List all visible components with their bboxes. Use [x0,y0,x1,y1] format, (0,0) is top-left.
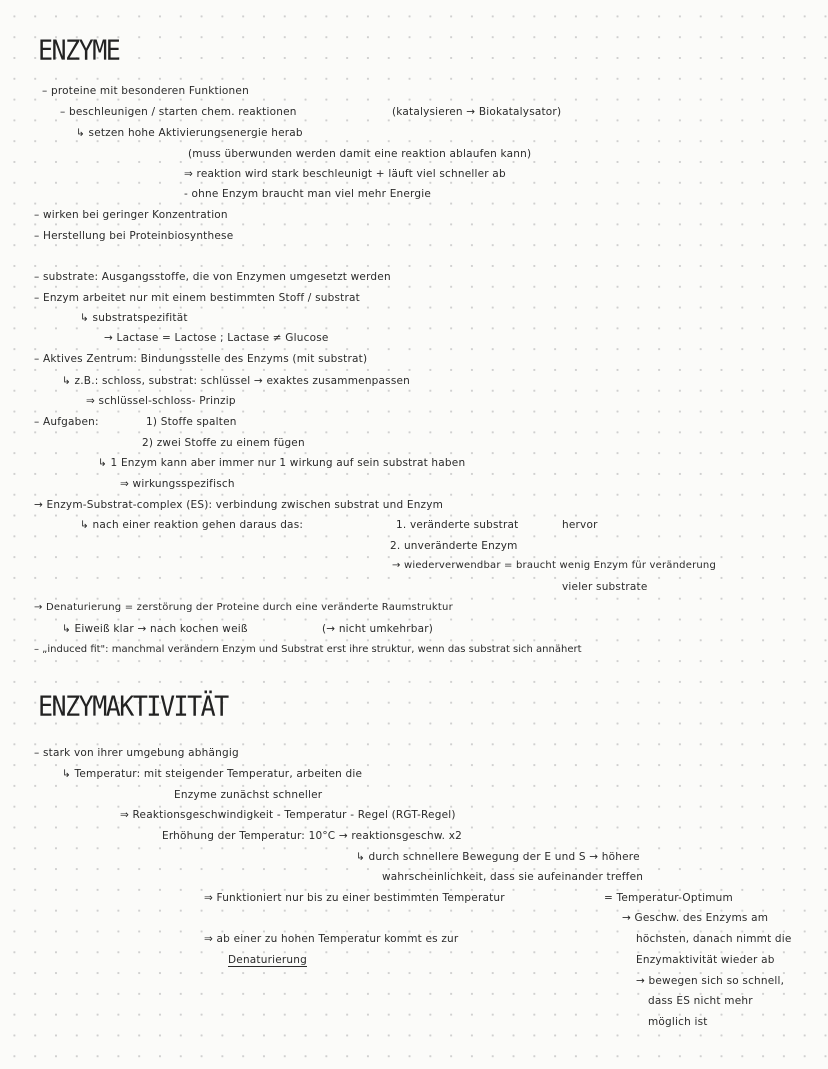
note-line: 2. unveränderte Enzym [390,540,518,552]
note-line: Enzymaktivität wieder ab [636,954,775,966]
note-line: hervor [562,519,598,531]
note-line: ↳ z.B.: schloss, substrat: schlüssel → exaktes zusammenpassen [62,375,411,387]
note-line: ↳ nach einer reaktion gehen daraus das: [80,519,304,531]
note-line: vieler substrate [562,581,648,593]
note-line: → Enzym-Substrat-complex (ES): verbindung zwischen substrat und Enzym [34,499,444,511]
note-line: 1) Stoffe spalten [146,416,237,428]
note-line: dass ES nicht mehr [648,995,753,1007]
note-line: – Aufgaben: [34,416,99,428]
note-line: → Lactase = Lactose ; Lactase ≠ Glucose [104,332,329,344]
note-line: – proteine mit besonderen Funktionen [42,85,249,97]
note-line: Enzyme zunächst schneller [174,789,323,801]
note-line: – beschleunigen / starten chem. reaktionen [60,106,297,118]
section-title-enzyme: ENZYME [38,34,120,66]
note-line: = Temperatur-Optimum [604,892,733,904]
note-line: höchsten, danach nimmt die [636,933,792,945]
note-line: ↳ 1 Enzym kann aber immer nur 1 wirkung auf sein substrat haben [98,457,466,469]
note-line: wahrscheinlichkeit, dass sie aufeinander treffen [382,871,644,883]
note-line: – Enzym arbeitet nur mit einem bestimmten Stoff / substrat [34,292,360,304]
note-line: ⇒ wirkungsspezifisch [120,478,235,490]
note-line-underlined: Denaturierung [228,954,307,966]
note-line: ⇒ Reaktionsgeschwindigkeit - Temperatur - Regel (RGT-Regel) [120,809,456,821]
note-line: möglich ist [648,1016,708,1028]
note-line: 2) zwei Stoffe zu einem fügen [142,437,305,449]
note-line: ⇒ ab einer zu hohen Temperatur kommt es zur [204,933,459,945]
section-title-enzymaktivitaet: ENZYMAKTIVITÄT [38,690,228,722]
note-line: – substrate: Ausgangsstoffe, die von Enzymen umgesetzt werden [34,271,391,283]
note-line: → Geschw. des Enzyms am [622,912,769,924]
note-line: → bewegen sich so schnell, [636,975,785,987]
note-line: - ohne Enzym braucht man viel mehr Energie [184,188,432,200]
note-line: ↳ Eiweiß klar → nach kochen weiß [62,623,248,635]
note-line: → Denaturierung = zerstörung der Proteine durch eine veränderte Raumstruktur [34,602,453,613]
note-line: (→ nicht umkehrbar) [322,623,434,635]
note-line: (katalysieren → Biokatalysator) [392,106,562,118]
note-line: 1. veränderte substrat [396,519,519,531]
note-line: – Herstellung bei Proteinbiosynthese [34,230,234,242]
note-line: ⇒ reaktion wird stark beschleunigt + läuft viel schneller ab [184,168,506,180]
note-line: – „induced fit": manchmal verändern Enzym und Substrat erst ihre struktur, wenn das substrat sich annähert [34,644,582,655]
note-line: (muss überwunden werden damit eine reaktion ablaufen kann) [188,148,532,160]
note-line: ↳ durch schnellere Bewegung der E und S → höhere [356,851,640,863]
note-line: ⇒ Funktioniert nur bis zu einer bestimmten Temperatur [204,892,505,904]
note-line: ↳ substratspezifität [80,312,188,324]
note-line: ↳ Temperatur: mit steigender Temperatur, arbeiten die [62,768,363,780]
note-line: Erhöhung der Temperatur: 10°C → reaktionsgeschw. x2 [162,830,463,842]
note-line: – stark von ihrer umgebung abhängig [34,747,239,759]
note-line: – Aktives Zentrum: Bindungsstelle des Enzyms (mit substrat) [34,353,368,365]
note-line: ↳ setzen hohe Aktivierungsenergie herab [76,127,303,139]
note-line: – wirken bei geringer Konzentration [34,209,228,221]
note-line: ⇒ schlüssel-schloss- Prinzip [86,395,236,407]
note-line: → wiederverwendbar = braucht wenig Enzym für veränderung [392,560,717,571]
